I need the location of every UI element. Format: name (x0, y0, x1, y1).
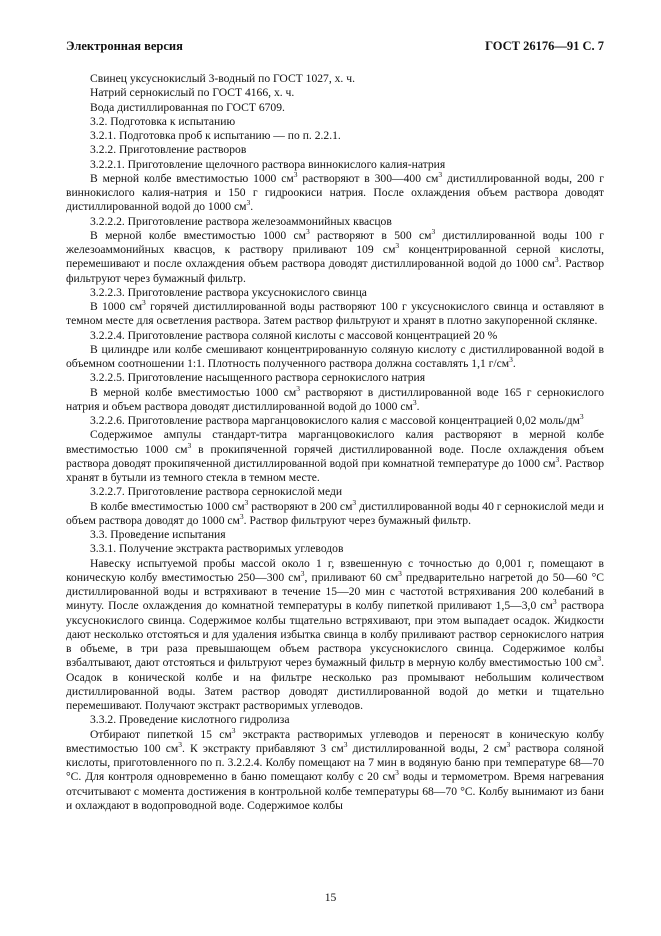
paragraph-text: дистиллированной воды 100 г железоаммонийных квасцов, к раствору приливают 109 см (66, 228, 604, 256)
paragraph (66, 226, 604, 286)
paragraph-text: Натрий сернокислый по ГОСТ 4166, х. ч. (90, 86, 295, 100)
paragraph-text: 3.2.2.6. Приготовление раствора марганцовокислого калия с массовой концентрацией 0,02 моль/дм (90, 414, 580, 427)
superscript: 3 (552, 597, 557, 607)
superscript: 3 (438, 169, 443, 179)
paragraph-text: 3.2.2.1. Приготовление щелочного раствора виннокислого калия-натрия (90, 157, 446, 171)
superscript: 3 (296, 383, 300, 393)
paragraph (66, 343, 604, 372)
paragraph (66, 528, 604, 542)
superscript: 3 (597, 654, 602, 664)
paragraph-text: 3.2.2.4. Приготовление раствора соляной кислоты с массовой концентрацией 20 % (90, 328, 498, 342)
paragraph (66, 143, 604, 157)
superscript: 3 (509, 355, 513, 365)
superscript: 3 (554, 255, 559, 265)
page-number: 15 (324, 891, 337, 904)
paragraph-text: 3.2.2.3. Приготовление раствора уксуснокислого свинца (90, 285, 367, 299)
paragraph-text: 3.3.1. Получение экстракта растворимых углеводов (90, 542, 344, 556)
paragraph (66, 497, 604, 529)
paragraph (66, 215, 604, 229)
superscript: 3 (431, 226, 436, 236)
paragraph-text: 3.2.2. Приготовление растворов (90, 143, 247, 157)
paragraph-text: . (416, 399, 420, 413)
paragraph (66, 300, 604, 329)
paragraph (66, 725, 605, 814)
superscript: 3 (293, 169, 298, 179)
paragraph-text: 3.2.2.2. Приготовление раствора железоаммонийных квасцов (90, 214, 392, 228)
paragraph-text: растворяют в 300—400 см (297, 171, 439, 185)
paragraph-text: . (250, 200, 254, 214)
paragraph (66, 129, 604, 143)
paragraph (66, 383, 604, 415)
paragraph-text: Вода дистиллированная по ГОСТ 6709. (90, 100, 285, 114)
paragraph-text: дистиллированной воды, 2 см (347, 741, 507, 755)
paragraph (66, 414, 604, 428)
document-body (66, 72, 604, 813)
paragraph-text: В мерной колбе вместимостью 1000 см (90, 228, 306, 242)
paragraph-text: . Раствор фильтруют через бумажный фильтр. (66, 257, 604, 285)
paragraph-text: 3.3.2. Проведение кислотного гидролиза (90, 713, 290, 727)
paragraph (66, 428, 604, 485)
superscript: 3 (352, 497, 357, 507)
superscript: 3 (395, 768, 399, 778)
header-left: Электронная версия (66, 39, 183, 53)
paragraph (66, 557, 604, 714)
superscript: 3 (239, 511, 244, 521)
superscript: 3 (187, 440, 192, 450)
paragraph (66, 72, 604, 86)
superscript: 3 (395, 241, 400, 251)
paragraph (66, 371, 604, 385)
paragraph-text: в прокипяченной горячей дистиллированной воде. После охлаждения объем раствора доводят прокипяченной дистиллированной водой при комнатной температуре до 1000 см (66, 442, 604, 470)
superscript: 3 (178, 739, 182, 749)
paragraph-text: 3.2.1. Подготовка проб к испытанию — по п. 2.2.1. (90, 129, 341, 142)
paragraph-text: концентрированной серной кислоты, перемешивают и после охлаждения объем раствора доводят дистиллированной водой до 1000 см (66, 243, 604, 271)
superscript: 3 (579, 412, 584, 422)
paragraph-text: . Раствор фильтруют через бумажный фильтр. (243, 513, 472, 527)
paragraph-text: 3.2. Подготовка к испытанию (90, 114, 236, 128)
paragraph-text: . Осадок в конической колбе и на фильтре несколько раз промывают небольшим количеством дистиллированной воды. Затем раствор доводят дистиллированной водой до метки и тщательно перемешивают. Получают экстракт растворимых углеводов. (66, 656, 604, 712)
paragraph-text: В колбе вместимостью 1000 см (90, 499, 245, 513)
paragraph-text: , приливают 60 см (304, 570, 399, 584)
superscript: 3 (246, 198, 251, 208)
superscript: 3 (555, 454, 560, 464)
paragraph-text: растворяют в 500 см (309, 228, 432, 242)
paragraph-text: растворяют в дистиллированной воде 165 г сернокислого натрия и объем раствора доводят дистиллированной водой до 1000 см (66, 385, 604, 413)
paragraph (66, 101, 604, 115)
paragraph (66, 286, 604, 300)
paragraph-text: 3.2.2.7. Приготовление раствора сернокислой меди (90, 485, 343, 499)
paragraph-text: раствора уксуснокислого свинца. Содержимое колбы тщательно встряхивают, при этом выпадает осадок. Жидкости дают несколько отстояться и для удаления избытка свинца в колбу приливают раствор сернокислого натрия в объеме, в три раза превышающем объем раствора уксуснокислого свинца. Содержимое колбы взбалтывают, дают отстояться и фильтруют через бумажный фильтр в мерную колбу вместимостью 100 см (66, 599, 604, 670)
superscript: 3 (142, 298, 146, 308)
paragraph-text: Отбирают пипеткой 15 см (90, 727, 232, 741)
paragraph (66, 485, 604, 499)
paragraph (66, 169, 604, 215)
paragraph-text: . Раствор хранят в бутыли из темного стекла в темном месте. (66, 456, 604, 484)
paragraph-text: горячей дистиллированной воды растворяют 100 г уксуснокислого свинца и оставляют в темном месте для осветления раствора. Затем раствор фильтруют и хранят в плотно закупоренной склянке. (66, 300, 604, 328)
paragraph-text: В мерной колбе вместимостью 1000 см (90, 385, 297, 399)
paragraph-text: Навеску испытуемой пробы массой около 1 г, взвешенную с точностью до 0,001 г, помещают в коническую колбу вместимостью 250—300 см (66, 556, 604, 584)
paragraph-text: Свинец уксуснокислый 3-водный по ГОСТ 1027, х. ч. (90, 72, 355, 85)
superscript: 3 (300, 568, 305, 578)
paragraph-text: В цилиндре или колбе смешивают концентрированную соляную кислоту с дистиллированной водой в объемном соотношении 1:1. Плотность полученного раствора должна составлять 1,1 г/см (66, 342, 604, 370)
paragraph (66, 158, 604, 172)
paragraph (66, 329, 604, 343)
paragraph-text: раствора соляной кислоты, приготовленного по п. 3.2.2.4. Колбу помещают на 7 мин в водяную баню при температуре 68—70 °С. Для контроля одновременно в баню помещают колбу с 20 см (66, 741, 604, 784)
superscript: 3 (231, 725, 236, 735)
paragraph (66, 713, 604, 727)
paragraph-text: экстракта растворимых углеводов и переносят в коническую колбу вместимостью 100 см (66, 727, 605, 755)
paragraph-text: предварительно нагретой до 50—60 °С дистиллированной воды и встряхивают в течение 15—20 мин с частотой встряхивания 200 колебаний в минуту. После охлаждения до комнатной температуры в колбу пипеткой приливают 1,5—3,0 см (66, 570, 604, 613)
paragraph-text: В 1000 см (90, 300, 143, 313)
paragraph (66, 115, 604, 129)
paragraph-text: . К экстракту прибавляют 3 см (181, 741, 344, 755)
superscript: 3 (412, 397, 417, 407)
paragraph-text: растворяют в 200 см (248, 499, 353, 513)
paragraph (66, 86, 604, 100)
superscript: 3 (305, 226, 310, 236)
superscript: 3 (343, 739, 348, 749)
paragraph-text: 3.2.2.5. Приготовление насыщенного раствора сернокислого натрия (90, 371, 426, 385)
superscript: 3 (398, 568, 402, 578)
superscript: 3 (506, 739, 511, 749)
paragraph-text: 3.3. Проведение испытания (90, 528, 226, 541)
paragraph-text: воды и термометром. Время нагревания отсчитывают с момента достижения в контрольной колбе температуры 68—70 °С. Колбу вынимают из бани и охлаждают в водопроводной воде. Содержимое колбы (66, 770, 604, 812)
paragraph (66, 542, 604, 556)
paragraph-text: В мерной колбе вместимостью 1000 см (90, 171, 294, 185)
paragraph-text: дистиллированной воды 40 г сернокислой меди и объем раствора доводят до 1000 см (66, 499, 604, 527)
paragraph-text: дистиллированной воды, 200 г виннокислого калия-натрия и 150 г гидроокиси натрия. После охлаждения объем раствора доводят дистиллированной водой до 1000 см (66, 171, 604, 214)
superscript: 3 (244, 497, 249, 507)
paragraph-text: . (512, 357, 516, 370)
paragraph-text: Содержимое ампулы стандарт-титра марганцовокислого калия растворяют в мерной колбе вместимостью 1000 см (66, 428, 604, 456)
header-right: ГОСТ 26176—91 С. 7 (485, 39, 604, 53)
